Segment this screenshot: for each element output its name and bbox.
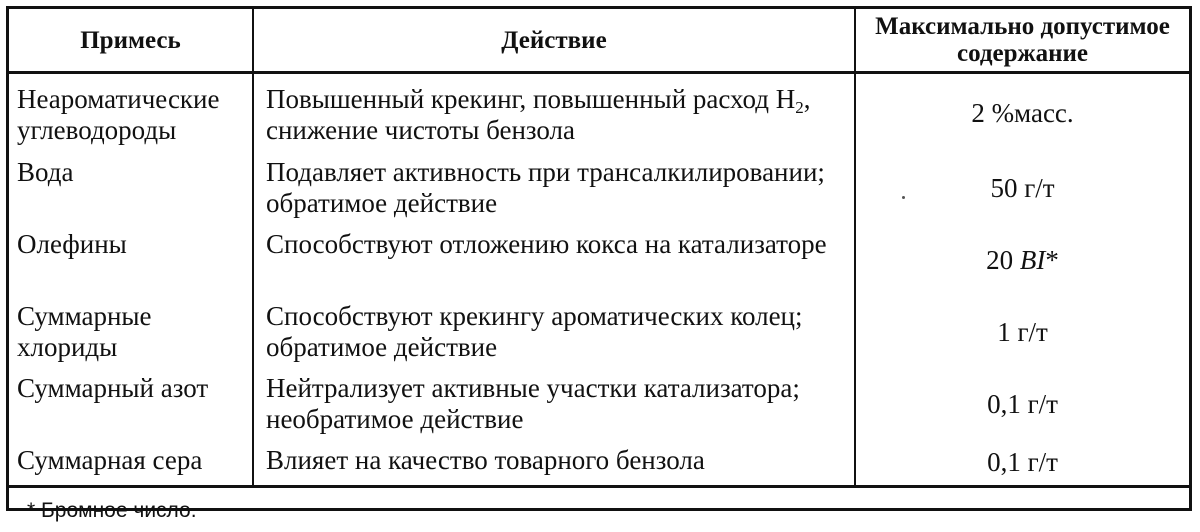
cell-max-content: 0,1 г/т	[855, 441, 1189, 487]
cell-max-content	[855, 225, 1189, 297]
cell-effect: Способствуют крекингу ароматических колец; обратимое действие	[253, 297, 855, 369]
cell-max-content: 50 г/т	[855, 153, 1189, 225]
table-row	[9, 441, 1189, 487]
table-row	[9, 297, 1189, 369]
header-impurity: Примесь	[9, 9, 253, 73]
effect-text-part2: , снижение чистоты бензола	[266, 84, 810, 145]
cell-impurity: Вода	[9, 153, 253, 225]
table-row	[9, 369, 1189, 441]
table-header-row	[9, 9, 1189, 73]
header-max-content: Максимально допустимое содержание	[855, 9, 1189, 73]
table-row	[9, 73, 1189, 153]
cell-max-content: 2 %масс.	[855, 73, 1189, 153]
cell-impurity: Суммарный азот	[9, 369, 253, 441]
cell-effect: Подавляет активность при трансалкилировании; обратимое действие	[253, 153, 855, 225]
cell-effect	[253, 73, 855, 153]
cell-max-content: 0,1 г/т	[855, 369, 1189, 441]
cell-effect: Нейтрализует активные участки катализатора; необратимое действие	[253, 369, 855, 441]
cell-effect: Способствуют отложению кокса на катализаторе	[253, 225, 855, 297]
max-unit-italic: BI	[1020, 245, 1045, 275]
cell-impurity: Неароматические углеводороды	[9, 73, 253, 153]
cell-max-content: 1 г/т	[855, 297, 1189, 369]
header-effect: Действие	[253, 9, 855, 73]
footnote-row	[9, 487, 1189, 532]
effect-subscript: 2	[795, 98, 804, 117]
max-number: 20	[986, 245, 1020, 275]
impurities-table	[9, 9, 1189, 532]
scan-speck	[902, 196, 905, 199]
cell-effect: Влияет на качество товарного бензола	[253, 441, 855, 487]
cell-impurity: Суммарные хлориды	[9, 297, 253, 369]
max-footnote-mark: *	[1045, 245, 1059, 275]
effect-text-part1: Повышенный крекинг, повышенный расход H	[266, 84, 795, 114]
table-frame	[6, 6, 1192, 511]
footnote: * Бромное число.	[9, 487, 1189, 532]
cell-impurity: Олефины	[9, 225, 253, 297]
table-row	[9, 225, 1189, 297]
table-row	[9, 153, 1189, 225]
cell-impurity: Суммарная сера	[9, 441, 253, 487]
